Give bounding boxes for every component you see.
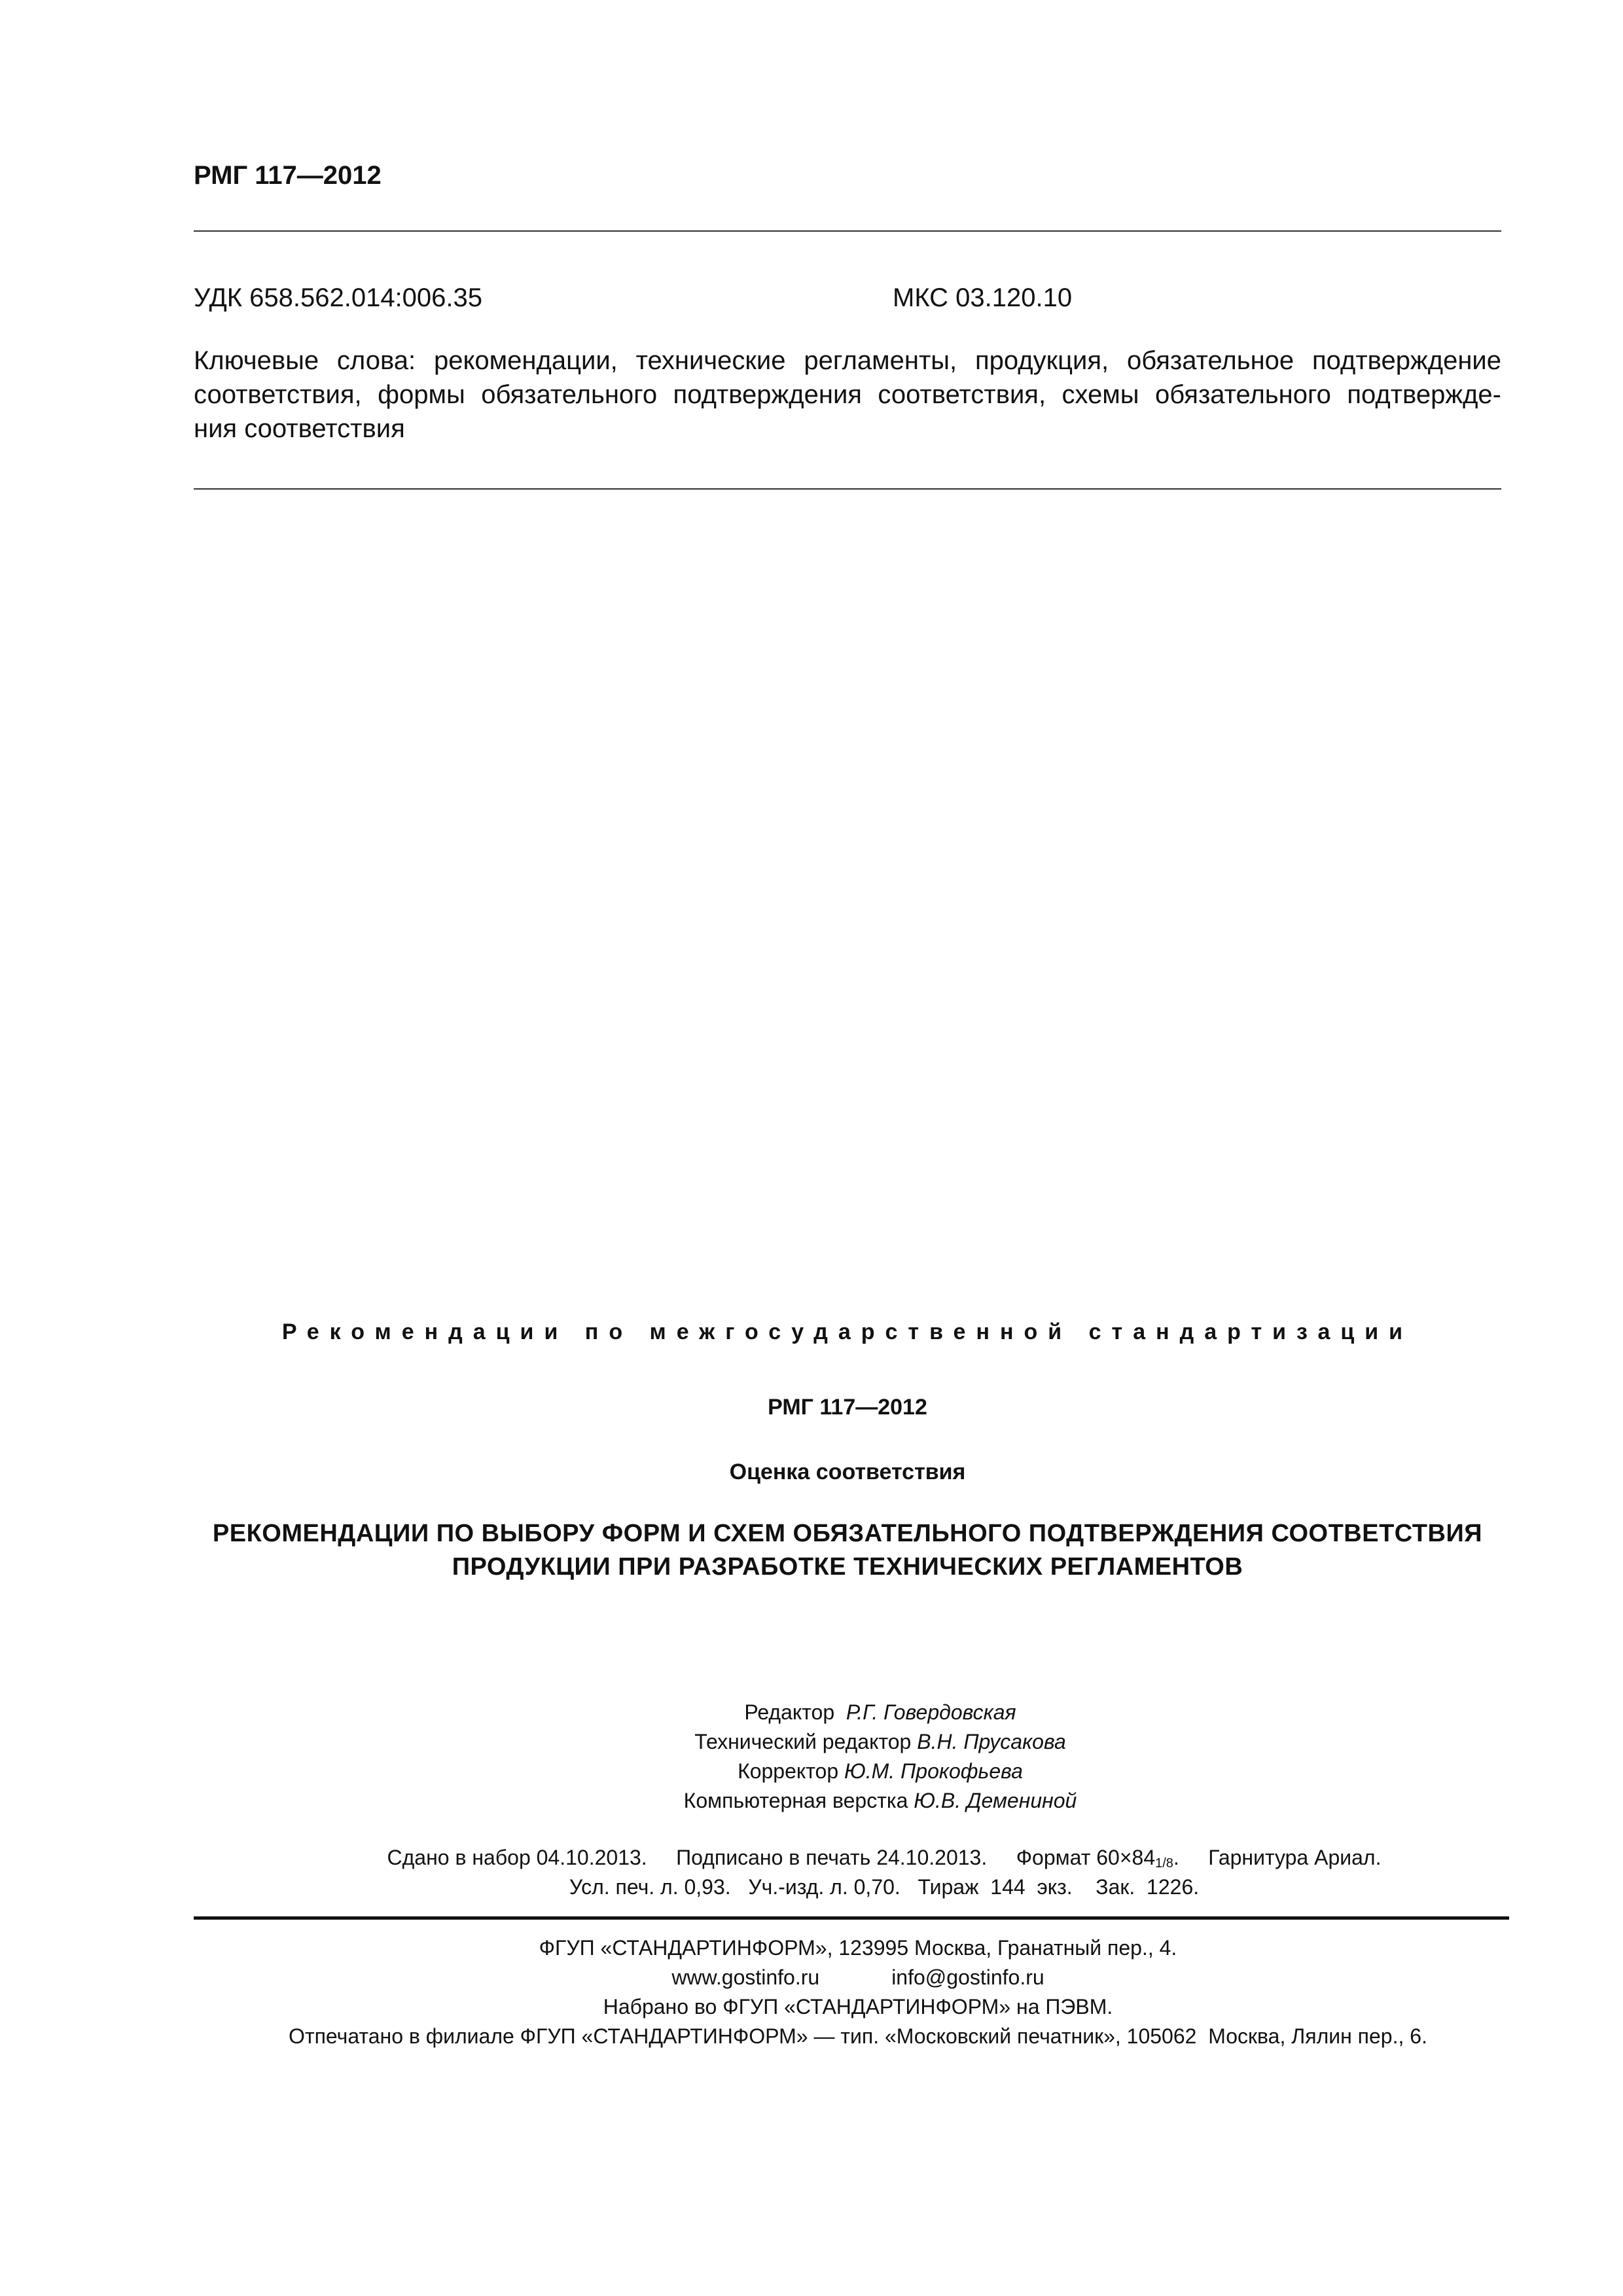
publisher-address: ФГУП «СТАНДАРТИНФОРМ», 123995 Москва, Гранатный пер., 4.	[539, 1936, 1177, 1960]
credit-label: Редактор	[744, 1700, 835, 1724]
print-info-line	[194, 1846, 1509, 1871]
credit-name: Р.Г. Говердовская	[846, 1700, 1016, 1724]
document-code: РМГ 117—2012	[194, 161, 382, 190]
keywords-paragraph	[194, 344, 1501, 446]
font-info: Гарнитура Ариал.	[1208, 1846, 1382, 1869]
document-title-line: ПРОДУКЦИИ ПРИ РАЗРАБОТКЕ ТЕХНИЧЕСКИХ РЕГЛАМЕНТОВ	[452, 1553, 1243, 1581]
divider-top	[194, 230, 1501, 232]
divider-imprint	[194, 1916, 1509, 1920]
credit-label: Корректор	[738, 1759, 839, 1783]
udk-code: УДК 658.562.014:006.35	[194, 283, 483, 312]
printed-info: Отпечатано в филиале ФГУП «СТАНДАРТИНФОРМ» — тип. «Московский печатник», 105062 Москва, Лялин пер., 6.	[289, 2024, 1427, 2048]
pub-sheets: Уч.-изд. л. 0,70.	[748, 1875, 901, 1899]
mks-code: МКС 03.120.10	[893, 283, 1073, 312]
signed-date: Подписано в печать 24.10.2013.	[676, 1846, 988, 1869]
keywords-line: Ключевые слова: рекомендации, технические регламенты, продукция, обязательное подтверждение	[194, 346, 1501, 375]
credit-name: В.Н. Прусакова	[917, 1730, 1066, 1753]
series-title: Рекомендации по межгосударственной стандартизации	[281, 1319, 1414, 1344]
credit-label: Технический редактор	[694, 1730, 912, 1753]
document-code-imprint: РМГ 117—2012	[768, 1395, 927, 1420]
document-title-line: РЕКОМЕНДАЦИИ ПО ВЫБОРУ ФОРМ И СХЕМ ОБЯЗАТЕЛЬНОГО ПОДТВЕРЖДЕНИЯ СООТВЕТСТВИЯ	[212, 1520, 1483, 1547]
credit-editor	[194, 1700, 1501, 1725]
format-info: Формат 60×841/8.	[1016, 1846, 1179, 1871]
credit-tech-editor	[194, 1730, 1501, 1754]
credit-name: Ю.В. Демениной	[914, 1789, 1077, 1812]
print-sheets: Усл. печ. л. 0,93.	[569, 1875, 731, 1899]
keywords-line: ния соответствия	[194, 414, 405, 443]
credit-name: Ю.М. Прокофьева	[844, 1759, 1023, 1783]
email-link[interactable]: info@gostinfo.ru	[891, 1965, 1044, 1989]
order-number: Зак. 1226.	[1096, 1875, 1200, 1899]
website-link[interactable]: www.gostinfo.ru	[671, 1965, 820, 1989]
credit-layout	[194, 1789, 1501, 1813]
submitted-date: Сдано в набор 04.10.2013.	[387, 1846, 647, 1869]
typeset-info: Набрано во ФГУП «СТАНДАРТИНФОРМ» на ПЭВМ.	[603, 1995, 1113, 2018]
keywords-line: соответствия, формы обязательного подтверждения соответствия, схемы обязательного подтвержде-	[194, 380, 1501, 409]
credit-proofreader	[194, 1759, 1501, 1784]
print-run: Тираж 144 экз.	[918, 1875, 1073, 1899]
subject-title: Оценка соответствия	[729, 1460, 966, 1484]
print-info-line	[194, 1875, 1509, 1899]
publisher-contacts	[194, 1965, 1509, 1990]
credit-label: Компьютерная верстка	[683, 1789, 908, 1812]
divider-keywords	[194, 488, 1501, 490]
